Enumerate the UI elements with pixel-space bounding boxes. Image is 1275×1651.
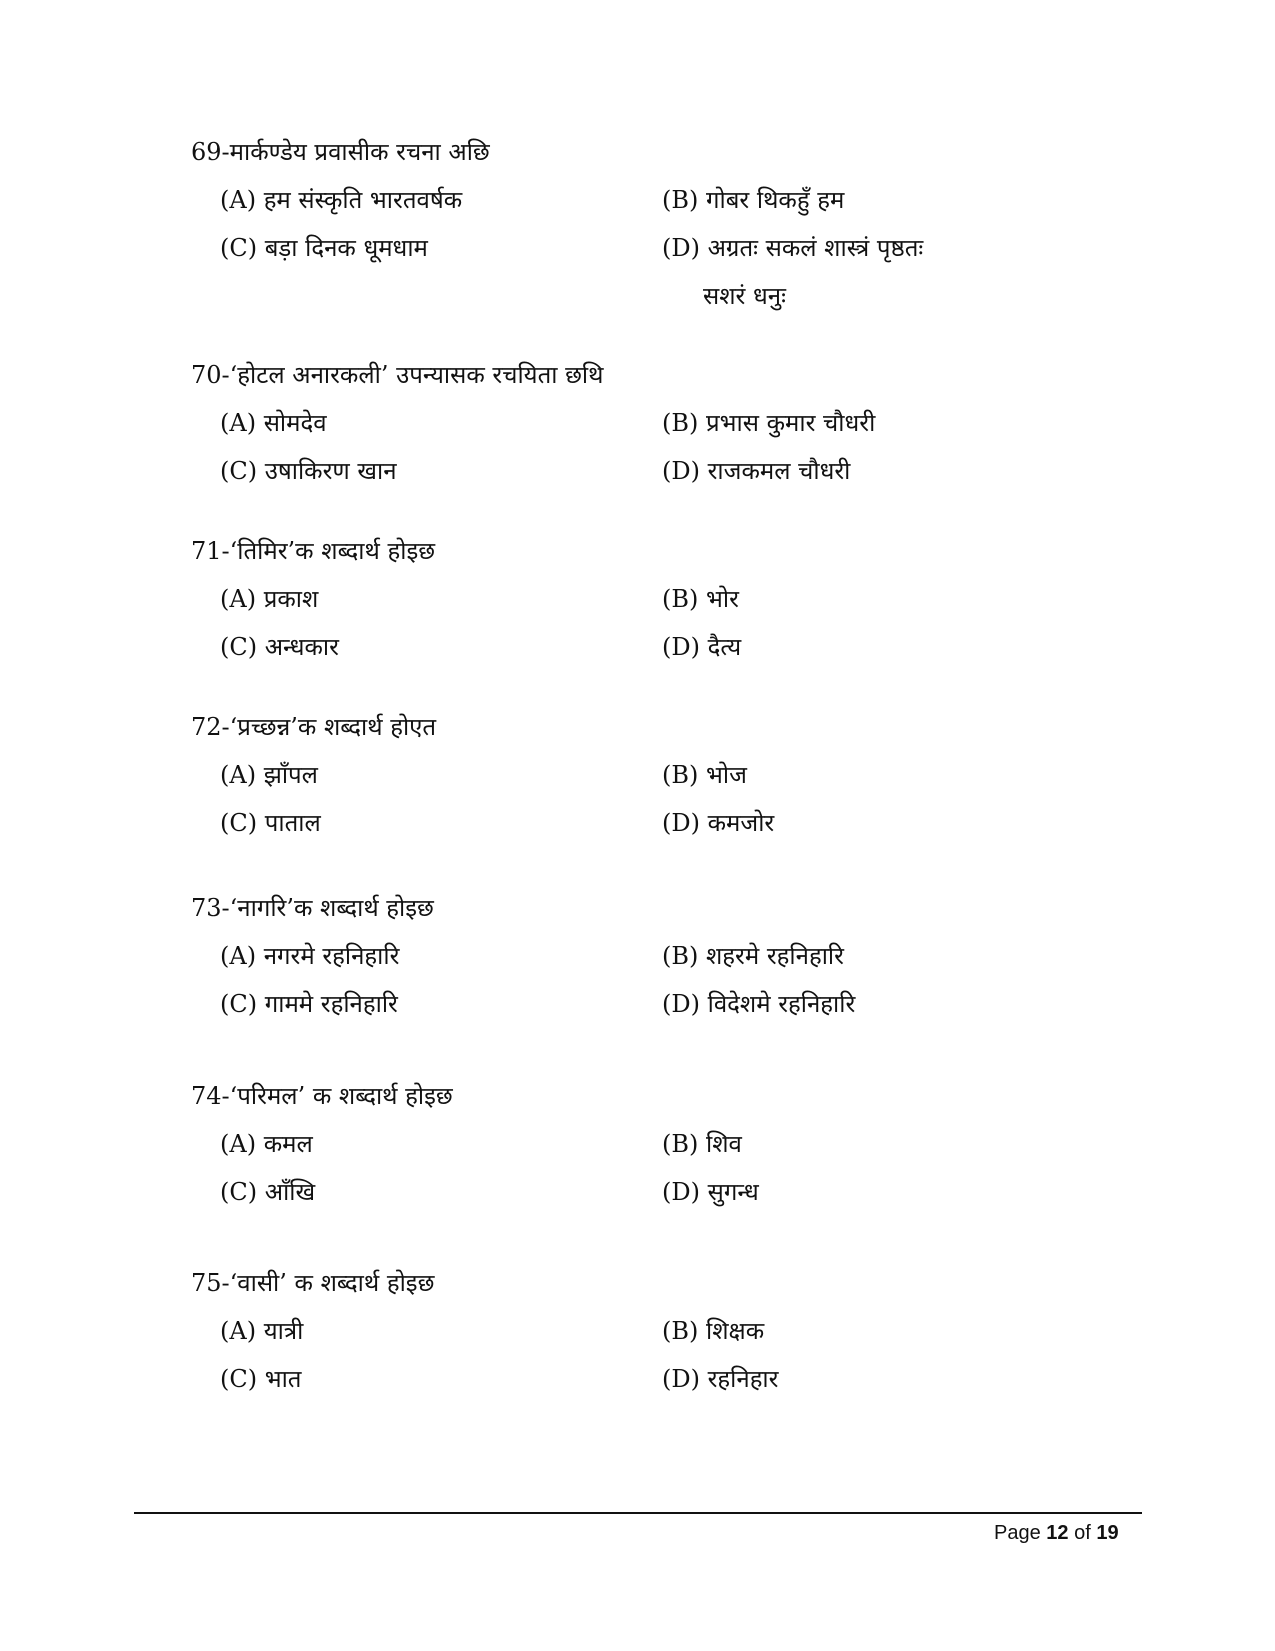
option-d: (D) विदेशमे रहनिहारि xyxy=(662,990,856,1018)
option-a: (A) सोमदेव xyxy=(220,409,327,437)
option-row xyxy=(191,233,1141,263)
option-b: (B) शहरमे रहनिहारि xyxy=(662,942,844,970)
option-b: (B) प्रभास कुमार चौधरी xyxy=(662,409,876,437)
option-a: (A) हम संस्कृति भारतवर्षक xyxy=(220,186,463,214)
option-d: (D) अग्रतः सकलं शास्त्रं पृष्ठतः xyxy=(662,234,924,262)
question-text: 75-‘वासी’ क शब्दार्थ होइछ xyxy=(191,1269,435,1297)
question-74 xyxy=(191,1081,1141,1207)
option-c: (C) अन्धकार xyxy=(220,633,339,661)
question-text: 73-‘नागरि’क शब्दार्थ होइछ xyxy=(191,894,434,922)
question-73 xyxy=(191,893,1141,1019)
option-d: (D) सुगन्ध xyxy=(662,1178,759,1206)
question-71 xyxy=(191,536,1141,662)
option-b: (B) शिव xyxy=(662,1130,742,1158)
option-d: (D) दैत्य xyxy=(662,633,742,661)
option-c: (C) उषाकिरण खान xyxy=(220,457,397,485)
total-pages: 19 xyxy=(1096,1522,1119,1544)
option-b: (B) भोर xyxy=(662,585,739,613)
option-a: (A) झाँपल xyxy=(220,761,318,789)
option-a: (A) यात्री xyxy=(220,1317,304,1345)
question-72 xyxy=(191,712,1141,838)
page-label: Page xyxy=(994,1522,1041,1544)
option-c: (C) बड़ा दिनक धूमधाम xyxy=(220,234,428,262)
option-d: (D) कमजोर xyxy=(662,809,775,837)
option-c: (C) आँखि xyxy=(220,1178,316,1206)
page-number xyxy=(994,1520,1119,1546)
of-label: of xyxy=(1074,1522,1091,1544)
option-row xyxy=(191,456,1141,486)
option-a: (A) कमल xyxy=(220,1130,313,1158)
question-text: 72-‘प्रच्छन्न’क शब्दार्थ होएत xyxy=(191,713,437,741)
option-row xyxy=(191,1177,1141,1207)
option-b: (B) गोबर थिकहुँ हम xyxy=(662,186,845,214)
current-page: 12 xyxy=(1046,1522,1069,1544)
question-text: 74-‘परिमल’ क शब्दार्थ होइछ xyxy=(191,1082,453,1110)
option-c: (C) भात xyxy=(220,1365,302,1393)
footer-divider xyxy=(134,1512,1142,1514)
option-a: (A) प्रकाश xyxy=(220,585,319,613)
option-b: (B) भोज xyxy=(662,761,747,789)
option-a: (A) नगरमे रहनिहारि xyxy=(220,942,400,970)
option-d: (D) राजकमल चौधरी xyxy=(662,457,851,485)
option-row xyxy=(191,941,1141,971)
option-row xyxy=(191,1364,1141,1394)
option-row xyxy=(191,808,1141,838)
option-row xyxy=(191,989,1141,1019)
option-d: (D) रहनिहार xyxy=(662,1365,779,1393)
option-d-continuation-text: सशरं धनुः xyxy=(703,282,786,310)
option-c: (C) पाताल xyxy=(220,809,321,837)
question-text: 69-मार्कण्डेय प्रवासीक रचना अछि xyxy=(191,138,490,166)
option-row xyxy=(191,1129,1141,1159)
option-d-continuation xyxy=(191,281,1141,311)
option-row xyxy=(191,185,1141,215)
option-row xyxy=(191,1316,1141,1346)
question-text: 70-‘होटल अनारकली’ उपन्यासक रचयिता छथि xyxy=(191,361,604,389)
option-row xyxy=(191,584,1141,614)
question-75 xyxy=(191,1268,1141,1394)
option-b: (B) शिक्षक xyxy=(662,1317,765,1345)
question-text: 71-‘तिमिर’क शब्दार्थ होइछ xyxy=(191,537,436,565)
option-c: (C) गाममे रहनिहारि xyxy=(220,990,398,1018)
option-row xyxy=(191,760,1141,790)
question-70 xyxy=(191,360,1141,486)
option-row xyxy=(191,632,1141,662)
question-69 xyxy=(191,137,1141,311)
option-row xyxy=(191,408,1141,438)
